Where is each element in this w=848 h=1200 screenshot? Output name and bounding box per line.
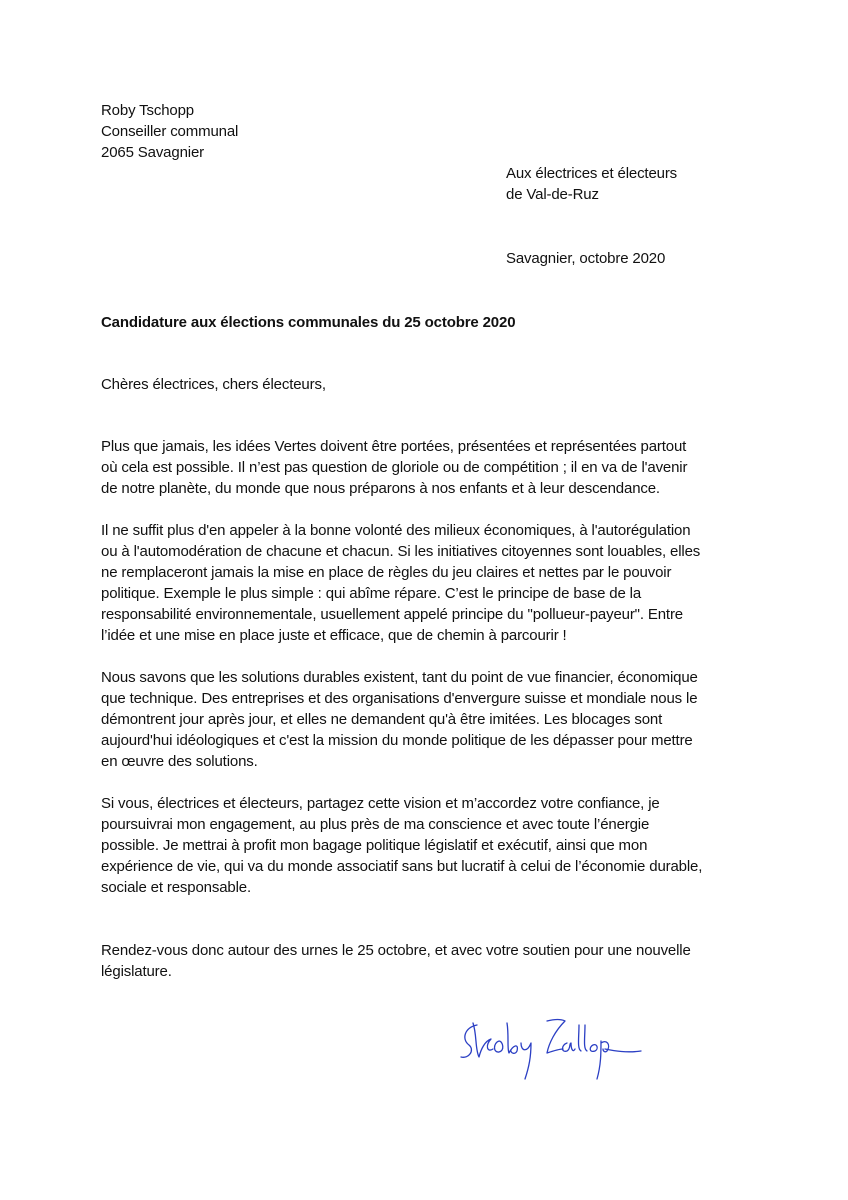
paragraph-line: possible. Je mettrai à profit mon bagage politique législatif et exécutif, ainsi que mon — [101, 837, 648, 854]
letter-date: Savagnier, octobre 2020 — [506, 250, 666, 267]
sender-name: Roby Tschopp — [101, 102, 194, 119]
sender-address: 2065 Savagnier — [101, 144, 204, 161]
paragraph-line: en œuvre des solutions. — [101, 753, 258, 770]
recipient-block — [506, 163, 677, 205]
paragraph-line: où cela est possible. Il n’est pas question de gloriole ou de compétition ; il en va de l'avenir — [101, 459, 688, 476]
paragraph-line: de notre planète, du monde que nous préparons à nos enfants et à leur descendance. — [101, 480, 660, 497]
paragraph-line: Nous savons que les solutions durables existent, tant du point de vue financier, économique — [101, 669, 698, 686]
closing-line: législature. — [101, 963, 172, 980]
paragraph-line: Il ne suffit plus d'en appeler à la bonne volonté des milieux économiques, à l'autorégulation — [101, 522, 691, 539]
paragraph-line: l’idée et une mise en place juste et efficace, que de chemin à parcourir ! — [101, 627, 567, 644]
paragraph-line: politique. Exemple le plus simple : qui abîme répare. C’est le principe de base de la — [101, 585, 642, 602]
greeting: Chères électrices, chers électeurs, — [101, 376, 326, 393]
recipient-line: de Val-de-Ruz — [506, 186, 599, 203]
paragraph-line: ne remplaceront jamais la mise en place de règles du jeu claires et nettes par le pouvoir — [101, 564, 672, 581]
paragraph-line: Si vous, électrices et électeurs, partagez cette vision et m’accordez votre confiance, je — [101, 795, 660, 812]
sender-title: Conseiller communal — [101, 123, 239, 140]
paragraph-line: expérience de vie, qui va du monde associatif sans but lucratif à celui de l’économie durable, — [101, 858, 703, 875]
paragraph-line: aujourd'hui idéologiques et c'est la mission du monde politique de les dépasser pour mettre — [101, 732, 693, 749]
closing-line: Rendez-vous donc autour des urnes le 25 octobre, et avec votre soutien pour une nouvelle — [101, 942, 691, 959]
paragraph-line: poursuivrai mon engagement, au plus près de ma conscience et avec toute l’énergie — [101, 816, 650, 833]
letter-subject: Candidature aux élections communales du 25 octobre 2020 — [101, 314, 516, 331]
paragraph-line: démontrent jour après jour, et elles ne demandent qu'à être imitées. Les blocages sont — [101, 711, 663, 728]
sender-block — [101, 100, 238, 163]
letter-body — [101, 436, 702, 982]
paragraph-line: sociale et responsable. — [101, 879, 251, 896]
paragraph-line: responsabilité environnementale, usuellement appelé principe du "pollueur-payeur". Entre — [101, 606, 683, 623]
paragraph-line: Plus que jamais, les idées Vertes doivent être portées, présentées et représentées partout — [101, 438, 687, 455]
paragraph-line: ou à l'automodération de chacune et chacun. Si les initiatives citoyennes sont louables, elles — [101, 543, 701, 560]
handwritten-signature — [455, 1005, 645, 1085]
paragraph-line: que technique. Des entreprises et des organisations d'envergure suisse et mondiale nous le — [101, 690, 698, 707]
recipient-line: Aux électrices et électeurs — [506, 165, 678, 182]
